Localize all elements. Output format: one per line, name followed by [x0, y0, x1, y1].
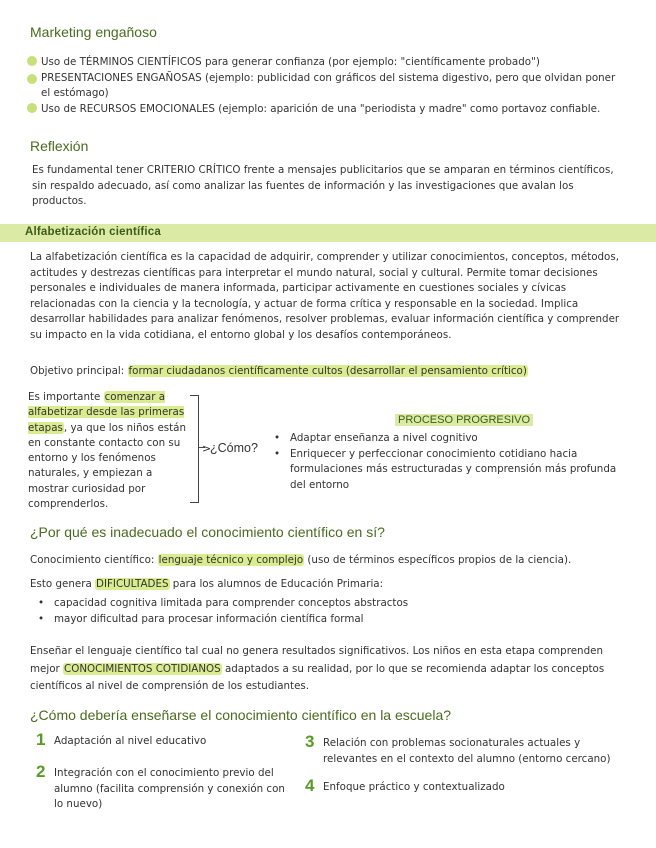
right-bracket [190, 395, 199, 503]
number-badge: 4 [305, 776, 315, 795]
marketing-item: PRESENTACIONES ENGAÑOSAS (ejemplo: publicidad con gráficos del sistema digestivo, pero que olvidan poner el estómago) [27, 71, 627, 102]
list-item: • capacidad cognitiva limitada para comprender conceptos abstractos [36, 596, 616, 612]
reflexion-text: Es fundamental tener CRITERIO CRÍTICO frente a mensajes publicitarios que se amparan en términos científicos, sin respaldo adecuado, así como analizar las fuentes de información y las investigaciones que avalan los productos. [32, 164, 614, 207]
numbered-item: 1 Adaptación al nivel educativo [36, 730, 207, 749]
ensenanza-title: ¿Cómo debería enseñarse el conocimiento científico en la escuela? [30, 707, 452, 723]
technical-language-highlight: lenguaje técnico y complejo [158, 554, 304, 566]
number-badge: 2 [36, 762, 46, 781]
everyday-knowledge-highlight: CONOCIMIENTOS COTIDIANOS [64, 662, 221, 675]
importance-highlight: comenzar a alfabetizar desde las primeras etapas [28, 391, 185, 434]
como-label: ¿Cómo? [210, 441, 258, 455]
list-item: • Enriquecer y perfeccionar conocimiento cotidiano hacia formulaciones más estructuradas y comprensión más profunda del entorno [272, 447, 632, 494]
inadecuado-line1: Conocimiento científico: lenguaje técnico y complejo (uso de términos específicos propios de la ciencia). [30, 554, 572, 566]
bullet-dot-icon [27, 56, 37, 66]
inadecuado-line2: Esto genera DIFICULTADES para los alumnos de Educación Primaria: [30, 578, 384, 590]
marketing-title: Marketing engañoso [30, 24, 157, 40]
marketing-item: Uso de RECURSOS EMOCIONALES (ejemplo: aparición de una "periodista y madre" como portavoz confiable. [27, 102, 627, 118]
difficulties-highlight: DIFICULTADES [96, 578, 169, 590]
numbered-item: 4 Enfoque práctico y contextualizado [305, 776, 505, 795]
list-item: • Adaptar enseñanza a nivel cognitivo [272, 431, 632, 447]
reflexion-title: Reflexión [30, 138, 89, 154]
section-banner [0, 224, 656, 242]
objective-line: Objetivo principal: formar ciudadanos científicamente cultos (desarrollar el pensamiento crítico) [30, 365, 527, 377]
inadecuado-title: ¿Por qué es inadecuado el conocimiento científico en sí? [30, 524, 385, 540]
chevron-right-icon: > [202, 442, 212, 455]
number-badge: 3 [305, 732, 315, 751]
marketing-item: Uso de TÉRMINOS CIENTÍFICOS para generar confianza (por ejemplo: "científicamente probado") [27, 55, 627, 71]
objective-highlight: formar ciudadanos científicamente cultos (desarrollar el pensamiento crítico) [128, 365, 527, 377]
process-list [272, 431, 632, 493]
alfabetizacion-paragraph: La alfabetización científica es la capacidad de adquirir, comprender y utilizar conocimientos, conceptos, métodos, actitudes y destrezas científicas para interpretar el mundo natural, social y cultural. Permite tomar decisiones personales e individuales de manera informada, participar activamente en cuestiones sociales y cívicas relacionadas con la ciencia y la tecnología, y actuar de forma crítica y responsable en la sociedad. Implica desarrollar habilidades para analizar fenómenos, resolver problemas, evaluar información científica y comprender su impacto en la vida cotidiana, el entorno global y los desafíos contemporáneos. [30, 251, 620, 341]
list-item: • mayor dificultad para procesar información científica formal [36, 612, 616, 628]
bullet-dot-icon [27, 103, 37, 113]
numbered-item: 2 Integración con el conocimiento previo del alumno (facilita comprensión y conexión con lo nuevo) [36, 766, 292, 813]
importance-note: Es importante comenzar a alfabetizar desde las primeras etapas, ya que los niños están en constante contacto con su entorno y los fenómenos naturales, y empiezan a mostrar curiosidad por comprenderlos. [28, 391, 187, 511]
marketing-list [27, 55, 627, 117]
numbered-item: 3 Relación con problemas socionaturales actuales y relevantes en el contexto del alumno (entorno cercano) [305, 736, 637, 767]
bullet-dot-icon [27, 74, 37, 84]
inadecuado-paragraph: Enseñar el lenguaje científico tal cual no genera resultados significativos. Los niños en esta etapa comprenden mejor CONOCIMIENTOS COTIDIANOS adaptados a su realidad, por lo que se recomienda adaptar los conceptos científicos al nivel de comprensión de los estudiantes. [30, 645, 605, 692]
banner-title: Alfabetización científica [25, 226, 162, 238]
difficulties-list [36, 596, 616, 627]
number-badge: 1 [36, 730, 46, 749]
process-title: PROCESO PROGRESIVO [395, 414, 533, 426]
